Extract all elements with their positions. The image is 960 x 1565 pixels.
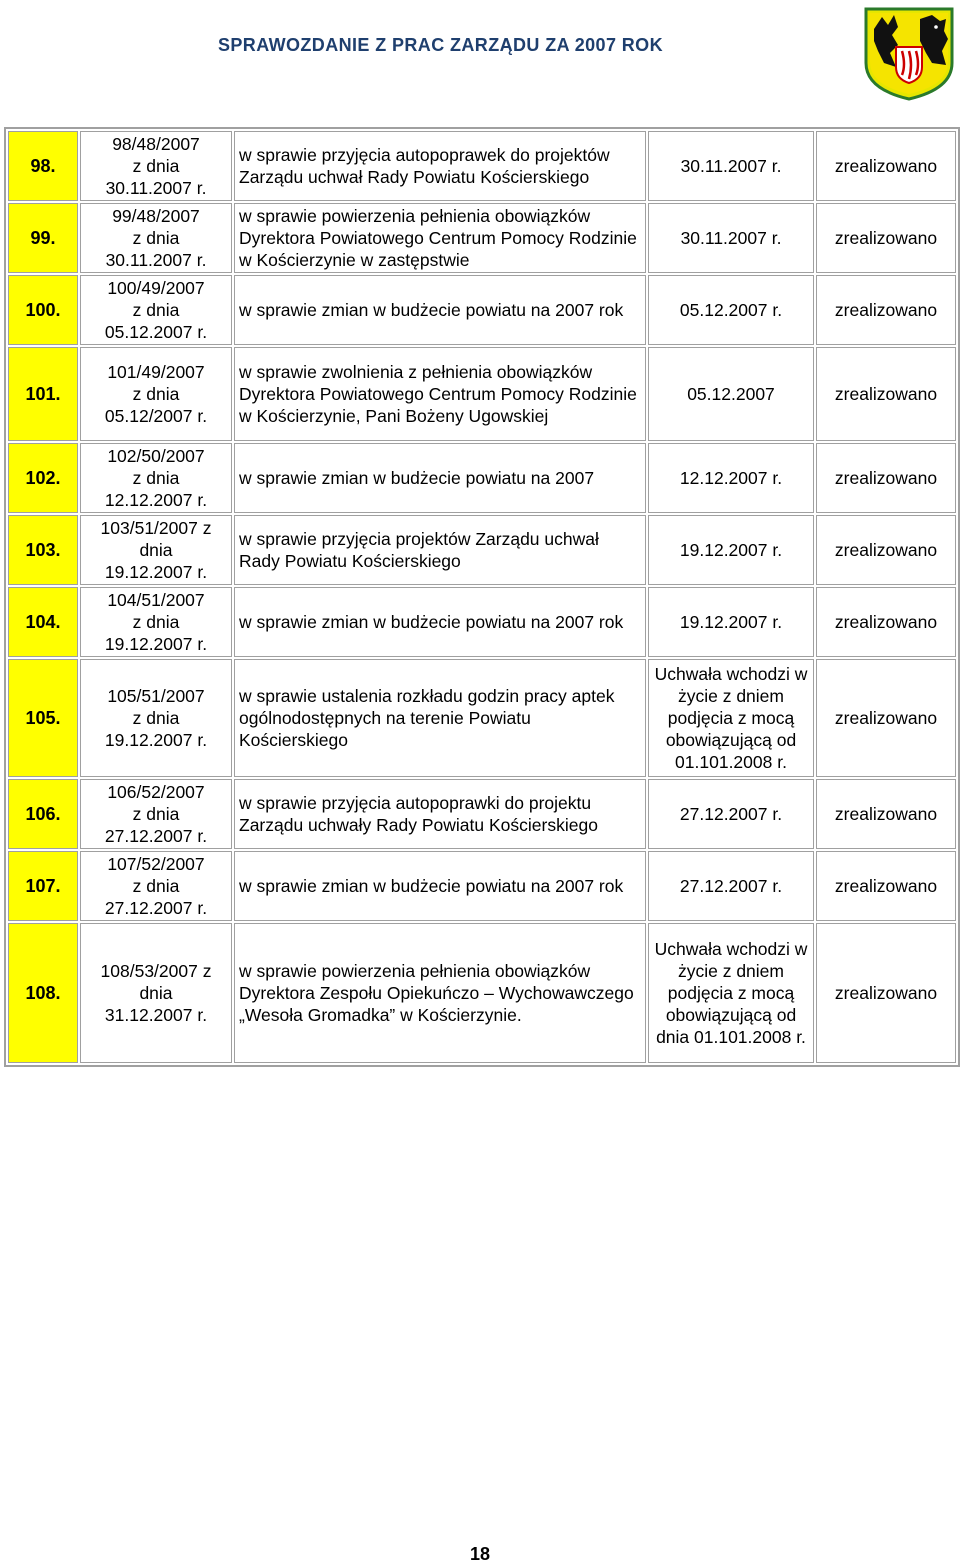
resolution-subject: w sprawie przyjęcia projektów Zarządu uchwał Rady Powiatu Kościerskiego (234, 515, 646, 585)
resolution-ref: 104/51/2007 z dnia 19.12.2007 r. (80, 587, 232, 657)
row-number: 104. (8, 587, 78, 657)
resolution-ref: 102/50/2007 z dnia 12.12.2007 r. (80, 443, 232, 513)
row-number: 101. (8, 347, 78, 441)
table-row (8, 443, 956, 513)
resolution-subject: w sprawie zmian w budżecie powiatu na 2007 rok (234, 587, 646, 657)
resolution-ref: 108/53/2007 z dnia 31.12.2007 r. (80, 923, 232, 1063)
row-number: 98. (8, 131, 78, 201)
row-number: 106. (8, 779, 78, 849)
row-number: 107. (8, 851, 78, 921)
resolutions-table (4, 127, 960, 1067)
resolution-date: 05.12.2007 (648, 347, 814, 441)
status-cell: zrealizowano (816, 443, 956, 513)
resolution-date: 30.11.2007 r. (648, 131, 814, 201)
row-number: 100. (8, 275, 78, 345)
resolution-date: 27.12.2007 r. (648, 779, 814, 849)
resolution-subject: w sprawie ustalenia rozkładu godzin pracy aptek ogólnodostępnych na terenie Powiatu Kościerskiego (234, 659, 646, 777)
resolution-ref: 101/49/2007 z dnia 05.12/2007 r. (80, 347, 232, 441)
table-row (8, 203, 956, 273)
resolution-ref: 99/48/2007 z dnia 30.11.2007 r. (80, 203, 232, 273)
resolution-date: 19.12.2007 r. (648, 587, 814, 657)
status-cell: zrealizowano (816, 587, 956, 657)
resolution-ref: 107/52/2007 z dnia 27.12.2007 r. (80, 851, 232, 921)
table-row (8, 923, 956, 1063)
status-cell: zrealizowano (816, 203, 956, 273)
resolution-ref: 105/51/2007 z dnia 19.12.2007 r. (80, 659, 232, 777)
resolution-subject: w sprawie przyjęcia autopoprawki do projektu Zarządu uchwały Rady Powiatu Kościerskiego (234, 779, 646, 849)
status-cell: zrealizowano (816, 923, 956, 1063)
resolution-subject: w sprawie powierzenia pełnienia obowiązków Dyrektora Powiatowego Centrum Pomocy Rodzinie w Kościerzynie w zastępstwie (234, 203, 646, 273)
table-row (8, 587, 956, 657)
table-row (8, 275, 956, 345)
resolution-date: 12.12.2007 r. (648, 443, 814, 513)
resolution-ref: 100/49/2007 z dnia 05.12.2007 r. (80, 275, 232, 345)
row-number: 103. (8, 515, 78, 585)
resolution-subject: w sprawie powierzenia pełnienia obowiązków Dyrektora Zespołu Opiekuńczo – Wychowawczego „Wesoła Gromadka” w Kościerzynie. (234, 923, 646, 1063)
coat-of-arms-icon (862, 5, 956, 101)
status-cell: zrealizowano (816, 347, 956, 441)
status-cell: zrealizowano (816, 779, 956, 849)
resolution-date: Uchwała wchodzi w życie z dniem podjęcia z mocą obowiązującą od 01.101.2008 r. (648, 659, 814, 777)
table-row (8, 779, 956, 849)
status-cell: zrealizowano (816, 659, 956, 777)
table-row (8, 347, 956, 441)
resolution-subject: w sprawie zmian w budżecie powiatu na 2007 rok (234, 275, 646, 345)
row-number: 99. (8, 203, 78, 273)
status-cell: zrealizowano (816, 131, 956, 201)
resolution-date: 05.12.2007 r. (648, 275, 814, 345)
resolution-ref: 103/51/2007 z dnia 19.12.2007 r. (80, 515, 232, 585)
page-title: SPRAWOZDANIE Z PRAC ZARZĄDU ZA 2007 ROK (218, 35, 663, 55)
resolution-date: 27.12.2007 r. (648, 851, 814, 921)
resolution-ref: 106/52/2007 z dnia 27.12.2007 r. (80, 779, 232, 849)
resolution-date: 30.11.2007 r. (648, 203, 814, 273)
status-cell: zrealizowano (816, 275, 956, 345)
page-number: 18 (469, 1544, 491, 1564)
status-cell: zrealizowano (816, 515, 956, 585)
resolution-subject: w sprawie zmian w budżecie powiatu na 2007 (234, 443, 646, 513)
resolution-date: Uchwała wchodzi w życie z dniem podjęcia z mocą obowiązującą od dnia 01.101.2008 r. (648, 923, 814, 1063)
resolution-subject: w sprawie zwolnienia z pełnienia obowiązków Dyrektora Powiatowego Centrum Pomocy Rodzinie w Kościerzynie, Pani Bożeny Ugowskiej (234, 347, 646, 441)
table-row (8, 131, 956, 201)
resolution-subject: w sprawie zmian w budżecie powiatu na 2007 rok (234, 851, 646, 921)
resolution-date: 19.12.2007 r. (648, 515, 814, 585)
row-number: 108. (8, 923, 78, 1063)
resolution-subject: w sprawie przyjęcia autopoprawek do projektów Zarządu uchwał Rady Powiatu Kościerskiego (234, 131, 646, 201)
table-row (8, 659, 956, 777)
table-row (8, 851, 956, 921)
row-number: 102. (8, 443, 78, 513)
table-row (8, 515, 956, 585)
status-cell: zrealizowano (816, 851, 956, 921)
row-number: 105. (8, 659, 78, 777)
resolution-ref: 98/48/2007 z dnia 30.11.2007 r. (80, 131, 232, 201)
